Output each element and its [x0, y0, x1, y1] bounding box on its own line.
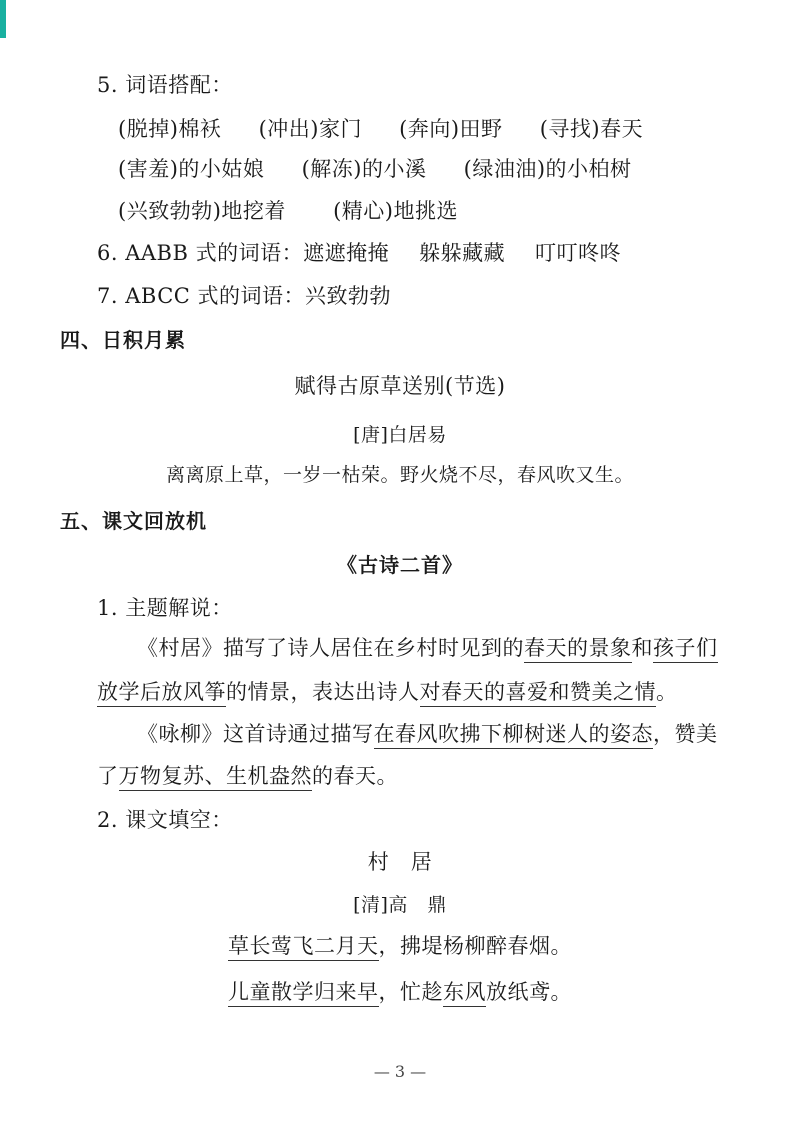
poem-title-cunju: 村 居 [367, 850, 433, 874]
s6-line [97, 241, 621, 266]
s5-row1-item: (冲出)家门 [258, 117, 362, 141]
cunju-author-line [0, 894, 800, 917]
q2-title: 2. 课文填空： [97, 808, 233, 832]
text-span: 的春天。 [312, 764, 398, 788]
answer-underline: 东风 [443, 980, 486, 1007]
answer-underline: 放学后放风筝 [97, 680, 226, 707]
text-span: 了 [97, 764, 119, 788]
text-span: ，赞美 [653, 722, 718, 746]
s5-row2-item: (绿油油)的小柏树 [463, 157, 632, 181]
s6-word: 躲躲藏藏 [419, 241, 506, 265]
q1-para1-line1 [137, 636, 718, 661]
answer-underline: 孩子们 [653, 636, 718, 663]
s5-row1-item: (脱掉)棉袄 [118, 117, 222, 141]
s6-word: 遮遮掩掩 [303, 241, 390, 265]
s5-row2-item: (害羞)的小姑娘 [118, 157, 265, 181]
text-span: ，拂堤杨柳醉春烟。 [378, 934, 572, 958]
answer-underline: 草长莺飞二月天 [228, 934, 379, 961]
text-span: 《村居》描写了诗人居住在乡村时见到的 [137, 636, 524, 660]
answer-underline: 对春天的喜爱和赞美之情 [420, 680, 657, 707]
text-span: 《咏柳》这首诗通过描写 [137, 722, 374, 746]
s5-row2-item: (解冻)的小溪 [301, 157, 427, 181]
poem-title-cao: 赋得古原草送别(节选) [294, 374, 506, 398]
s5-row3 [118, 199, 458, 224]
q1-para1-line2 [97, 680, 678, 705]
s5-row1-item: (奔向)田野 [399, 117, 503, 141]
poem-dynasty: [清] [353, 894, 389, 916]
text-span: ，忙趁 [378, 980, 443, 1004]
q1-title: 1. 主题解说： [97, 596, 233, 620]
q1-para2-line2 [97, 764, 398, 789]
s5-row3-item: (兴致勃勃)地挖着 [118, 199, 286, 223]
poem-author-line [0, 424, 800, 447]
page-number: — 3 — [373, 1062, 427, 1081]
s5-title: 5. 词语搭配： [97, 73, 233, 97]
section-heading-5: 五、课文回放机 [60, 509, 207, 533]
s5-row3-item: (精心)地挑选 [333, 199, 458, 223]
answer-underline: 儿童散学归来早 [228, 980, 379, 1007]
section-heading-4: 四、日积月累 [60, 328, 186, 352]
text-span: 。 [656, 680, 678, 704]
cunju-line1 [0, 934, 800, 959]
poem-author: 白居易 [388, 424, 447, 446]
s5-row2 [118, 157, 632, 182]
text-span: 和 [631, 636, 653, 660]
page-edge-mark [0, 0, 6, 38]
answer-underline: 在春风吹拂下柳树迷人的姿态 [374, 722, 654, 749]
cunju-line2 [0, 980, 800, 1005]
answer-underline: 万物复苏、生机盎然 [119, 764, 313, 791]
s5-row1-item: (寻找)春天 [539, 117, 644, 141]
q1-para2-line1 [137, 722, 718, 747]
text-span: 的情景，表达出诗人 [226, 680, 420, 704]
s7-line: 7. ABCC 式的词语：兴致勃勃 [97, 284, 392, 308]
poem-verse: 离离原上草，一岁一枯荣。野火烧不尽，春风吹又生。 [165, 464, 634, 486]
s6-label: 6. AABB 式的词语： [97, 241, 304, 265]
poem-dynasty: [唐] [353, 424, 389, 446]
text-span: 放纸鸢。 [486, 980, 572, 1004]
poem-author: 高 鼎 [388, 894, 447, 916]
book-title: 《古诗二首》 [337, 553, 463, 577]
s5-row1 [118, 117, 643, 142]
s6-word: 叮叮咚咚 [535, 241, 622, 265]
answer-underline: 春天的景象 [524, 636, 632, 663]
